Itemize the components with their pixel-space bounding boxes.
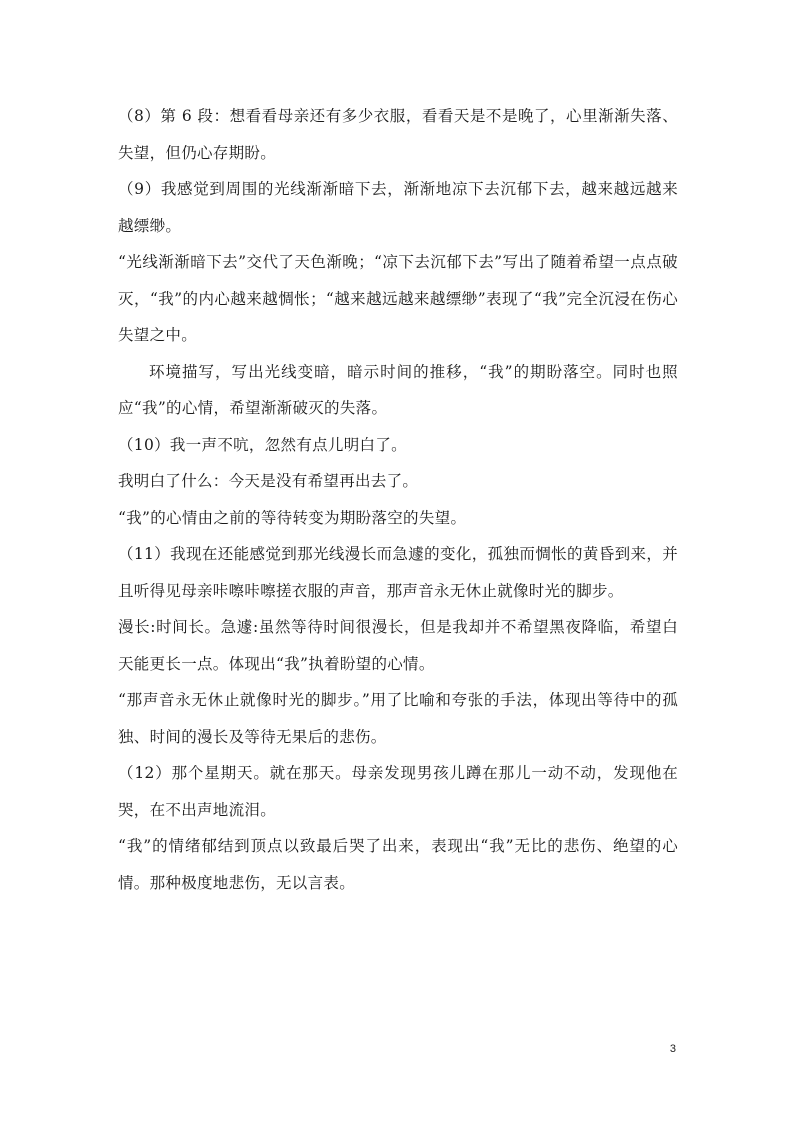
paragraph: （12）那个星期天。就在那天。母亲发现男孩儿蹲在那儿一动不动，发现他在哭，在不出声地流泪。 bbox=[118, 764, 678, 819]
document-body bbox=[118, 98, 678, 901]
paragraph: （8）第 6 段：想看看母亲还有多少衣服，看看天是不是晚了，心里渐渐失落、失望，但仍心存期盼。 bbox=[118, 107, 678, 162]
paragraph: “光线渐渐暗下去”交代了天色渐晚；“凉下去沉郁下去”写出了随着希望一点点破灭，“我”的内心越来越惆怅；“越来越远越来越缥缈”表现了“我”完全沉浸在伤心失望之中。 bbox=[118, 253, 678, 344]
paragraph: “我”的心情由之前的等待转变为期盼落空的失望。 bbox=[118, 508, 467, 527]
paragraph: （11）我现在还能感觉到那光线漫长而急遽的变化，孤独而惆怅的黄昏到来，并且听得见母亲咔嚓咔嚓搓衣服的声音，那声音永无休止就像时光的脚步。 bbox=[118, 545, 678, 600]
paragraph: “那声音永无休止就像时光的脚步。”用了比喻和夸张的手法，体现出等待中的孤独、时间的漫长及等待无果后的悲伤。 bbox=[118, 691, 678, 746]
paragraph: 我明白了什么：今天是没有希望再出去了。 bbox=[118, 472, 419, 490]
page-number: 3 bbox=[669, 1043, 676, 1055]
paragraph: （10）我一声不吭，忽然有点儿明白了。 bbox=[118, 435, 407, 454]
paragraph: 环境描写，写出光线变暗，暗示时间的推移，“我”的期盼落空。同时也照应“我”的心情，希望渐渐破灭的失落。 bbox=[118, 362, 678, 417]
paragraph: 漫长:时间长。急遽:虽然等待时间很漫长，但是我却并不希望黑夜降临，希望白天能更长一点。体现出“我”执着盼望的心情。 bbox=[118, 618, 678, 673]
paragraph: “我”的情绪郁结到顶点以致最后哭了出来，表现出“我”无比的悲伤、绝望的心情。那种极度地悲伤，无以言表。 bbox=[118, 837, 678, 892]
paragraph: （9）我感觉到周围的光线渐渐暗下去，渐渐地凉下去沉郁下去，越来越远越来越缥缈。 bbox=[118, 180, 678, 235]
